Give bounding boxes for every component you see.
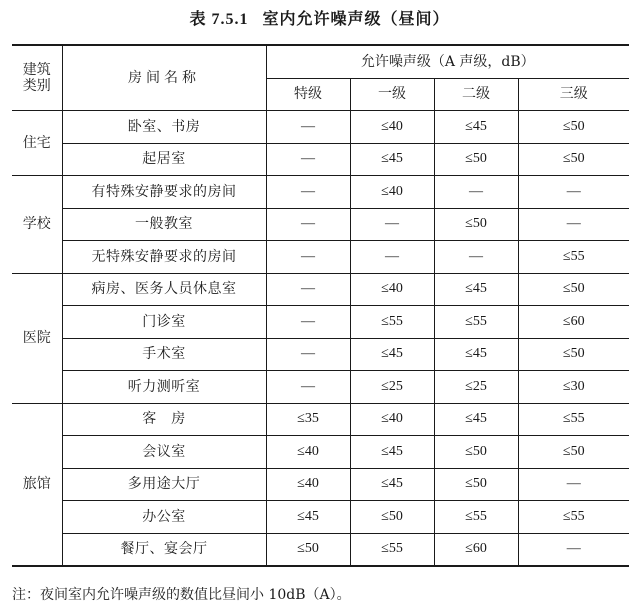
noise-value-cell: ≤25: [434, 371, 518, 404]
noise-value-cell: ≤45: [434, 111, 518, 144]
noise-value-cell: ≤50: [518, 143, 629, 176]
noise-value-cell: ≤45: [434, 338, 518, 371]
room-name-cell: 办公室: [62, 501, 266, 534]
room-name-cell: 餐厅、宴会厅: [62, 533, 266, 566]
header-level-3: 三级: [518, 78, 629, 111]
table-row: [12, 273, 629, 306]
table-row: [12, 143, 629, 176]
room-name-cell: 客 房: [62, 403, 266, 436]
table-number: 表 7.5.1: [189, 11, 249, 28]
noise-value-cell: ≤60: [518, 306, 629, 339]
header-level-1: 一级: [350, 78, 434, 111]
noise-value-cell: —: [518, 468, 629, 501]
header-level-group: 允许噪声级（A 声级，dB）: [266, 45, 629, 78]
noise-value-cell: —: [266, 241, 350, 274]
noise-value-cell: ≤50: [434, 208, 518, 241]
room-name-cell: 多用途大厅: [62, 468, 266, 501]
note-text: 注：夜间室内允许噪声级的数值比昼间小 10dB（A）。: [12, 587, 351, 603]
noise-level-table: [12, 44, 629, 567]
noise-value-cell: ≤55: [518, 241, 629, 274]
noise-value-cell: ≤50: [518, 436, 629, 469]
noise-value-cell: ≤45: [350, 436, 434, 469]
room-name-cell: 会议室: [62, 436, 266, 469]
noise-value-cell: ≤35: [266, 403, 350, 436]
noise-value-cell: ≤55: [518, 403, 629, 436]
table-caption: [0, 6, 639, 29]
header-level-special: 特级: [266, 78, 350, 111]
noise-value-cell: ≤45: [350, 143, 434, 176]
table-row: [12, 371, 629, 404]
room-name-cell: 手术室: [62, 338, 266, 371]
header-category-line2: 类别: [22, 78, 51, 94]
noise-value-cell: ≤30: [518, 371, 629, 404]
room-name-cell: 门诊室: [62, 306, 266, 339]
noise-value-cell: ≤45: [350, 338, 434, 371]
noise-value-cell: ≤40: [350, 403, 434, 436]
table-body: [12, 111, 629, 567]
noise-value-cell: ≤55: [350, 533, 434, 566]
noise-value-cell: ≤40: [350, 111, 434, 144]
noise-value-cell: ≤50: [266, 533, 350, 566]
table-row: [12, 533, 629, 566]
room-name-cell: 一般教室: [62, 208, 266, 241]
table-row: [12, 501, 629, 534]
noise-value-cell: ≤55: [518, 501, 629, 534]
noise-value-cell: ≤50: [434, 468, 518, 501]
noise-value-cell: ≤50: [434, 143, 518, 176]
noise-value-cell: —: [266, 306, 350, 339]
noise-value-cell: —: [266, 176, 350, 209]
noise-value-cell: ≤40: [350, 273, 434, 306]
room-name-cell: 听力测听室: [62, 371, 266, 404]
noise-value-cell: —: [266, 208, 350, 241]
noise-value-cell: ≤50: [518, 111, 629, 144]
category-cell: 旅馆: [12, 403, 62, 566]
noise-value-cell: —: [350, 241, 434, 274]
noise-value-cell: ≤50: [350, 501, 434, 534]
noise-value-cell: —: [518, 208, 629, 241]
noise-value-cell: ≤45: [434, 273, 518, 306]
noise-value-cell: —: [434, 241, 518, 274]
header-category-line1: 建筑: [22, 62, 51, 78]
table-row: [12, 306, 629, 339]
table-row: [12, 111, 629, 144]
noise-value-cell: ≤50: [434, 436, 518, 469]
table-row: [12, 241, 629, 274]
table-row: [12, 338, 629, 371]
room-name-cell: 有特殊安静要求的房间: [62, 176, 266, 209]
noise-value-cell: —: [350, 208, 434, 241]
noise-value-cell: ≤40: [266, 468, 350, 501]
noise-value-cell: ≤50: [518, 338, 629, 371]
noise-value-cell: ≤45: [434, 403, 518, 436]
table-row: [12, 468, 629, 501]
noise-value-cell: ≤40: [350, 176, 434, 209]
table-row: [12, 436, 629, 469]
table-row: [12, 403, 629, 436]
noise-value-cell: ≤45: [350, 468, 434, 501]
table-row: [12, 208, 629, 241]
noise-value-cell: —: [266, 371, 350, 404]
noise-value-cell: —: [518, 533, 629, 566]
room-name-cell: 起居室: [62, 143, 266, 176]
header-category: [12, 45, 62, 111]
room-name-cell: 病房、医务人员休息室: [62, 273, 266, 306]
room-name-cell: 卧室、书房: [62, 111, 266, 144]
noise-value-cell: —: [266, 273, 350, 306]
noise-value-cell: ≤55: [434, 306, 518, 339]
noise-value-cell: ≤25: [350, 371, 434, 404]
room-name-cell: 无特殊安静要求的房间: [62, 241, 266, 274]
noise-value-cell: ≤45: [266, 501, 350, 534]
header-level-2: 二级: [434, 78, 518, 111]
noise-value-cell: —: [434, 176, 518, 209]
noise-value-cell: —: [266, 143, 350, 176]
header-room: 房间名称: [62, 45, 266, 111]
noise-value-cell: ≤55: [434, 501, 518, 534]
header-row-1: [12, 45, 629, 78]
table-note: [12, 584, 351, 604]
noise-value-cell: ≤50: [518, 273, 629, 306]
category-cell: 医院: [12, 273, 62, 403]
noise-value-cell: —: [518, 176, 629, 209]
noise-value-cell: ≤55: [350, 306, 434, 339]
category-cell: 学校: [12, 176, 62, 274]
category-cell: 住宅: [12, 111, 62, 176]
table-title: 室内允许噪声级（昼间）: [262, 9, 450, 28]
table-row: [12, 176, 629, 209]
noise-value-cell: ≤40: [266, 436, 350, 469]
noise-value-cell: —: [266, 111, 350, 144]
noise-value-cell: ≤60: [434, 533, 518, 566]
noise-value-cell: —: [266, 338, 350, 371]
